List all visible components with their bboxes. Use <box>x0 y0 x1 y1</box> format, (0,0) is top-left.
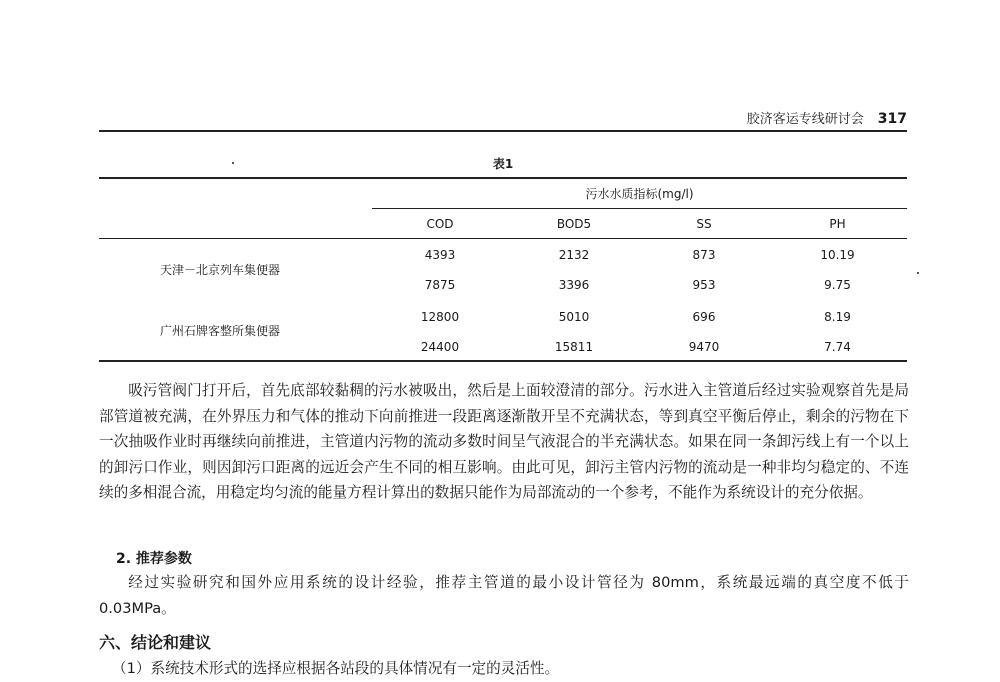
table-cell: 10.19 <box>820 248 855 262</box>
table-top-rule <box>99 177 907 179</box>
group-header-rule <box>372 208 907 209</box>
table-cell: 24400 <box>420 340 460 354</box>
column-header-rule <box>99 238 907 239</box>
table-cell: 9470 <box>688 340 720 354</box>
table-cell: 8.19 <box>824 310 851 324</box>
body-paragraph-1: 吸污管阀门打开后，首先底部较黏稠的污水被吸出，然后是上面较澄清的部分。污水进入主管道后经过实验观察首先是局部管道被充满，在外界压力和气体的推动下向前推进一段距离逐渐散开呈不充满状态，等到真空平衡后停止，剩余的污物在下一次抽吸作业时再继续向前推进，主管道内污物的流动多数时间呈气液混合的半充满状态。如果在同一条卸污线上有一个以上的卸污口作业，则因卸污口距离的远近会产生不同的相互影响。由此可见，卸污主管内污物的流动是一种非均匀稳定的、不连续的多相混合流，用稳定均匀流的能量方程计算出的数据只能作为局部流动的一个参考，不能作为系统设计的充分依据。 <box>99 382 909 502</box>
page-number: 317 <box>877 111 907 127</box>
column-header-bod5: BOD5 <box>556 217 592 231</box>
table-cell: 696 <box>692 310 716 324</box>
header-rule <box>99 130 907 132</box>
table-cell: 9.75 <box>824 278 851 292</box>
table-cell: 4393 <box>424 248 456 262</box>
table-caption: 表1 <box>492 157 514 171</box>
running-title: 胶济客运专线研讨会 <box>746 112 864 127</box>
subheading-recommended-parameters: 2. 推荐参数 <box>116 551 192 567</box>
table-cell: 2132 <box>558 248 590 262</box>
table-cell: 7.74 <box>824 340 851 354</box>
section-heading-conclusions: 六、结论和建议 <box>99 633 212 652</box>
column-header-ph: PH <box>829 217 846 231</box>
running-header <box>99 108 907 126</box>
table-cell: 3396 <box>558 278 590 292</box>
scan-speck <box>232 162 234 164</box>
column-header-ss: SS <box>696 217 712 231</box>
table-cell: 873 <box>692 248 716 262</box>
table-cell: 953 <box>692 278 716 292</box>
scan-speck <box>917 272 919 274</box>
table-cell: 7875 <box>424 278 456 292</box>
list-item: （1）系统技术形式的选择应根据各站段的具体情况有一定的灵活性。 <box>112 660 560 677</box>
row-label-tianjin-beijing: 天津－北京列车集便器 <box>160 263 281 277</box>
table-bottom-rule <box>99 360 907 362</box>
column-header-cod: COD <box>426 217 454 231</box>
body-paragraph-2: 经过实验研究和国外应用系统的设计经验，推荐主管道的最小设计管径为 80mm，系统最远端的真空度不低于 0.03MPa。 <box>99 574 909 617</box>
row-label-guangzhou-shipai: 广州石牌客整所集便器 <box>160 324 281 338</box>
table-cell: 15811 <box>554 340 594 354</box>
table-cell: 12800 <box>420 310 460 324</box>
table-cell: 5010 <box>558 310 590 324</box>
group-header: 污水水质指标(mg/l) <box>585 187 694 201</box>
